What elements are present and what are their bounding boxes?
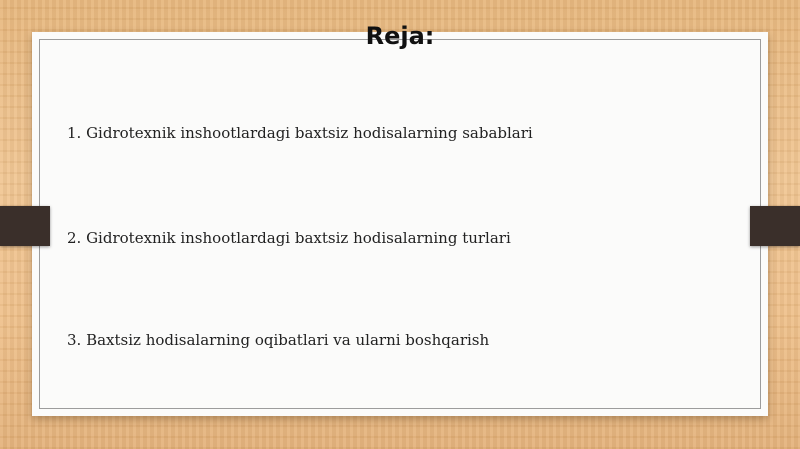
slide-inner-border [39, 39, 761, 409]
slide-title: Reja: [365, 22, 435, 50]
left-side-tab [0, 206, 50, 246]
plan-item-2: 2. Gidrotexnik inshootlardagi baxtsiz hodisalarning turlari [67, 229, 511, 247]
right-side-tab [750, 206, 800, 246]
slide-frame [32, 32, 768, 416]
plan-item-1: 1. Gidrotexnik inshootlardagi baxtsiz hodisalarning sabablari [67, 124, 533, 142]
plan-item-3: 3. Baxtsiz hodisalarning oqibatlari va ularni boshqarish [67, 331, 490, 349]
